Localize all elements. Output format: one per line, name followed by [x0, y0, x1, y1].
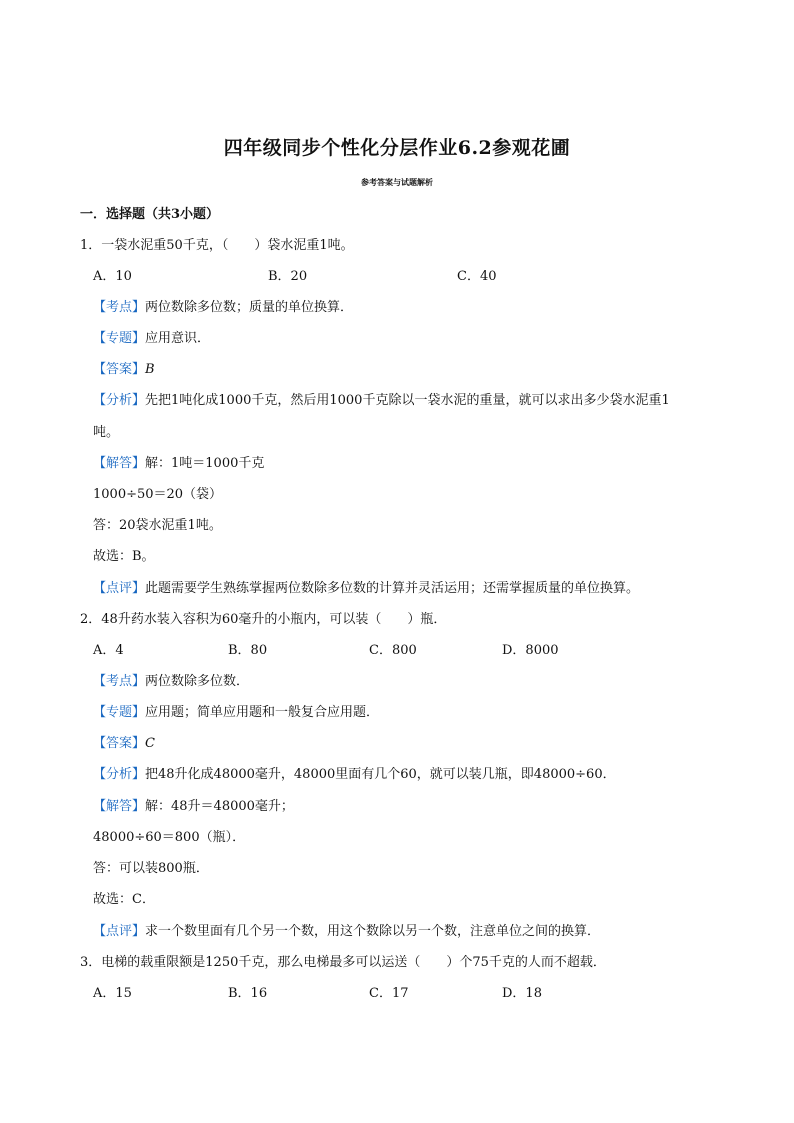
question-1-dianping — [93, 580, 639, 598]
question-1-option-c: C．40 — [457, 269, 497, 284]
question-2-jieda-line-4: 故选：C． — [93, 892, 155, 907]
page-subtitle: 参考答案与试题解析 — [361, 177, 433, 187]
fenxi-tag: 【分析】 — [93, 767, 146, 782]
question-1-option-b: B．20 — [268, 269, 308, 284]
question-3-stem: 3．电梯的载重限额是1250千克，那么电梯最多可以运送（ ）个75千克的人而不超载． — [80, 955, 606, 970]
page-title: 四年级同步个性化分层作业6.2参观花圃 — [223, 137, 571, 159]
question-1-daan — [93, 361, 155, 379]
dianping-tag: 【点评】 — [93, 581, 146, 596]
dianping-text: 此题需要学生熟练掌握两位数除多位数的计算并灵活运用；还需掌握质量的单位换算。 — [145, 581, 640, 596]
question-1-fenxi — [93, 392, 670, 410]
question-2-kaodian — [93, 673, 249, 691]
question-1-option-a: A．10 — [93, 269, 132, 284]
question-2-fenxi — [93, 766, 616, 784]
jieda-tag: 【解答】 — [93, 799, 146, 814]
kaodian-text: 两位数除多位数． — [145, 674, 250, 689]
question-2-zhuanti — [93, 704, 379, 722]
fenxi-text: 先把1吨化成1000千克，然后用1000千克除以一袋水泥的重量，就可以求出多少袋水泥重1 — [145, 393, 670, 408]
zhuanti-text: 应用意识． — [145, 331, 211, 346]
jieda-text: 解：48升＝48000毫升； — [145, 799, 294, 814]
dianping-tag: 【点评】 — [93, 924, 146, 939]
question-2-stem: 2．48升药水装入容积为60毫升的小瓶内，可以装（ ）瓶． — [80, 612, 447, 627]
question-1-zhuanti — [93, 330, 210, 348]
daan-tag: 【答案】 — [93, 362, 146, 377]
question-2-jieda — [93, 798, 294, 816]
question-1-jieda-line-2: 1000÷50＝20（袋） — [93, 487, 223, 502]
question-1-jieda-line-3: 答：20袋水泥重1吨。 — [93, 518, 222, 533]
question-1-jieda — [93, 455, 264, 473]
question-2-option-a: A．4 — [93, 643, 124, 658]
zhuanti-text: 应用题；简单应用题和一般复合应用题． — [145, 705, 380, 720]
question-2-jieda-line-2: 48000÷60＝800（瓶）． — [93, 830, 246, 845]
kaodian-tag: 【考点】 — [93, 300, 146, 315]
question-2-option-b: B．80 — [228, 643, 268, 658]
question-1-kaodian — [93, 299, 353, 317]
kaodian-text: 两位数除多位数；质量的单位换算． — [145, 300, 354, 315]
daan-tag: 【答案】 — [93, 736, 146, 751]
jieda-tag: 【解答】 — [93, 456, 146, 471]
fenxi-tag: 【分析】 — [93, 393, 146, 408]
daan-text: C — [145, 736, 155, 751]
question-3-option-d: D．18 — [502, 986, 542, 1001]
question-1-fenxi-continued: 吨。 — [93, 425, 120, 440]
question-2-jieda-line-3: 答：可以装800瓶． — [93, 861, 209, 876]
question-1-stem: 1．一袋水泥重50千克，（ ）袋水泥重1吨。 — [80, 238, 354, 253]
question-2-option-c: C．800 — [369, 643, 417, 658]
question-2-option-d: D．8000 — [502, 643, 559, 658]
question-3-option-b: B．16 — [228, 986, 268, 1001]
question-1-jieda-line-4: 故选：B。 — [93, 549, 155, 564]
daan-text: B — [145, 362, 155, 377]
section-heading: 一．选择题（共3小题） — [80, 207, 220, 222]
question-2-daan — [93, 735, 155, 753]
fenxi-text: 把48升化成48000毫升，48000里面有几个60，就可以装几瓶，即48000÷60． — [145, 767, 616, 782]
question-3-option-a: A．15 — [93, 986, 132, 1001]
question-3-option-c: C．17 — [369, 986, 409, 1001]
dianping-text: 求一个数里面有几个另一个数，用这个数除以另一个数，注意单位之间的换算． — [145, 924, 601, 939]
kaodian-tag: 【考点】 — [93, 674, 146, 689]
jieda-text: 解：1吨＝1000千克 — [145, 456, 265, 471]
zhuanti-tag: 【专题】 — [93, 705, 146, 720]
zhuanti-tag: 【专题】 — [93, 331, 146, 346]
question-2-dianping — [93, 923, 600, 941]
